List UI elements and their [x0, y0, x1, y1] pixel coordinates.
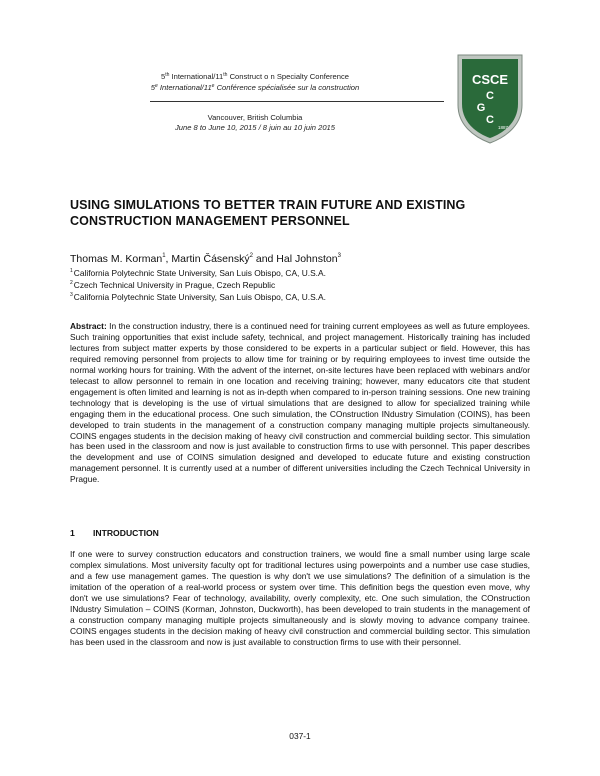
affiliation-3: $^3$California Polytechnic State University, San Luis Obispo, CA, U.S.A. — [70, 292, 326, 302]
abstract-label: Abstract: — [70, 321, 107, 331]
section-heading-introduction: 1 INTRODUCTION — [70, 528, 159, 538]
conference-title-en: 5th International/11th Construct o n Specialty Conference — [160, 72, 350, 81]
header-divider — [150, 101, 444, 102]
logo-text-g: G — [476, 102, 486, 114]
csce-logo — [456, 53, 524, 145]
page-number: 037-1 — [289, 731, 311, 741]
logo-text-c2: C — [486, 114, 494, 126]
introduction-paragraph: If one were to survey construction educators and construction trainers, we would fine a small number using large scale complex simulations. Most university faculty opt for traditional lectures using powerpoints and a number use case studies, and a few use management games. The question is why don't we use simulations? The definition of a simulation is the imitation of the operation of a real-world process or system over time. This definition begs the question even move, why don't we use simulations? Fear of technology, availability, overly complexity, etc. One such simulation, the COnstruction INdustry Simulation – COINS (Korman, Johnston, Duckworth), has been developed to train students in the management of a construction company managing multiple projects simultaneously and is slowly moving to advance company trainee. COINS engages students in the decision making of heavy civil construction and commercial building sector. This simulation has been used in the classroom and now is just available to construction firms to use with their personnel. — [70, 549, 530, 647]
abstract-paragraph: Abstract: In the construction industry, there is a continued need for training current employees as well as future employees. Such training opportunities that exist include safety, technical, and project management. Historically training has included lectures from subject matter experts by those considered to be experts in a particular subject or field. However, this has required removing personnel from projects to allow time for training or by requiring employees to invest time outside the normal working hours for training. With the advent of the internet, on-site lectures have been replaced with webinars and/or telecast to allow personnel to remain in one location and receiving training; however, many educators cite that student engagement is often limited and learning is not as in-depth when compared to in-person training sessions. One new training technology that is developing is the use of virtual simulations that are designed to allow for specialized training while engaging them in the educational process. One such simulation, the COnstruction INdustry Simulation (COINS), has been developed to train students in the management of a construction company managing multiple projects simultaneously. COINS engages students in the decision making of heavy civil construction and commercial building sector. This simulation has been used in the classroom and now is just available to construction firms to use with personnel. This paper describes the development and use of COINS simulation designed and developed to educate future and existing construction management personnel. It is currently used at a number of different universities including the Czech Technical University in Prague. — [70, 321, 530, 485]
conference-location: Vancouver, British Columbia — [207, 113, 303, 122]
author-1: Thomas M. Korman — [70, 253, 163, 265]
affiliation-1: $^1$California Polytechnic State University, San Luis Obispo, CA, U.S.A. — [70, 268, 326, 278]
conference-dates: June 8 to June 10, 2015 / 8 juin au 10 juin 2015 — [174, 123, 336, 132]
conference-title-fr: 5e International/11e Conférence spécialisée sur la construction — [150, 83, 360, 92]
logo-text-year: 1887 — [497, 125, 509, 130]
logo-text-csce: CSCE — [471, 72, 509, 87]
author-3: Hal Johnston — [276, 253, 338, 265]
author-line: Thomas M. Korman$^1$, Martin Čásenský$^2$ and Hal Johnston$^3$ — [70, 253, 341, 265]
logo-text-c1: C — [486, 90, 494, 102]
paper-title: USING SIMULATIONS TO BETTER TRAIN FUTURE AND EXISTING CONSTRUCTION MANAGEMENT PERSONNEL — [70, 198, 466, 228]
author-2: Martin Čásenský — [171, 253, 250, 265]
affiliation-2: $^2$Czech Technical University in Prague, Czech Republic — [70, 280, 276, 290]
